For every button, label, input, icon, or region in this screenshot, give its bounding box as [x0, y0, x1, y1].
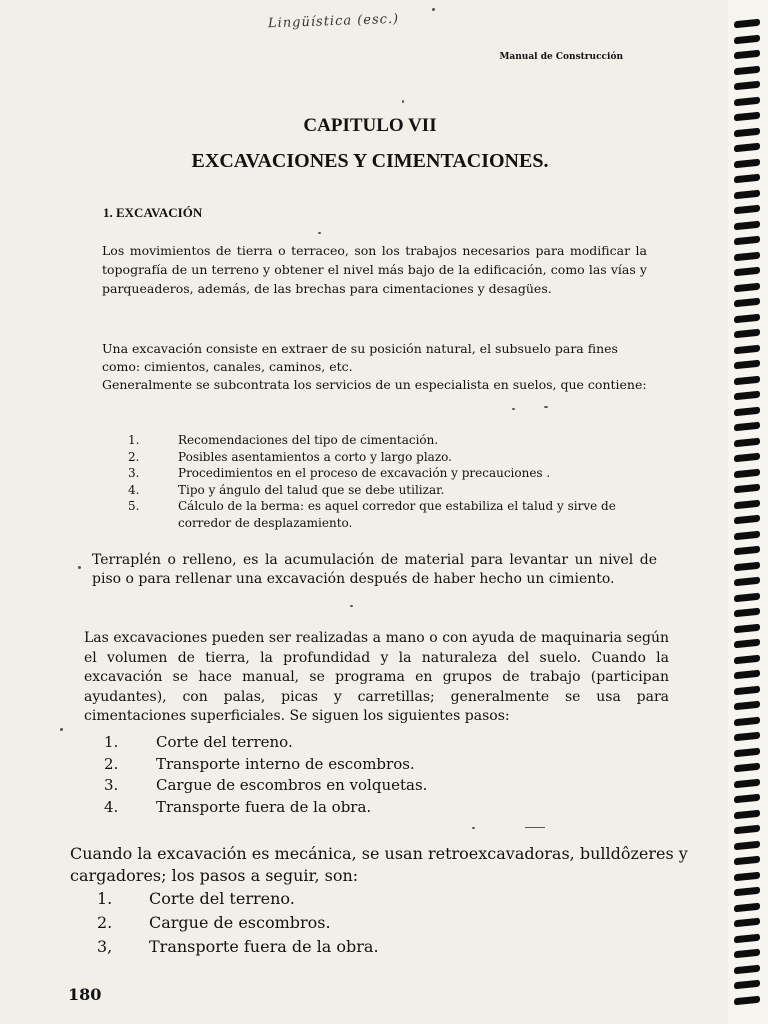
- list-item: [128, 449, 658, 466]
- binding-coil: [734, 763, 760, 773]
- list-item: [104, 775, 604, 797]
- binding-coil: [734, 282, 760, 292]
- list-item-number: 2.: [128, 449, 140, 464]
- list-item-number: 4.: [128, 482, 140, 497]
- binding-coil: [734, 685, 760, 695]
- list-item-text: Transporte fuera de la obra.: [149, 937, 379, 956]
- binding-coil: [734, 732, 760, 742]
- scan-speck: [544, 406, 548, 408]
- binding-coil: [734, 313, 760, 323]
- list-item-number: 5.: [128, 499, 140, 513]
- binding-coil: [734, 453, 760, 463]
- chapter-number: CAPITULO VII: [303, 115, 437, 136]
- binding-coil: [734, 608, 760, 618]
- scan-speck: [318, 232, 321, 234]
- binding-coil: [734, 670, 760, 680]
- binding-coil: [734, 809, 760, 819]
- binding-coil: [734, 654, 760, 664]
- list-item-number: 3,: [97, 937, 113, 956]
- manual-steps-list: [104, 732, 604, 818]
- binding-coil: [734, 484, 760, 494]
- binding-coil: [734, 949, 760, 959]
- list-item-number: 2.: [97, 913, 113, 932]
- binding-coil: [734, 406, 760, 416]
- binding-coil: [734, 778, 760, 788]
- binding-coil: [734, 65, 760, 75]
- list-item-number: 1.: [97, 889, 113, 908]
- binding-coil: [734, 205, 760, 215]
- binding-coil: [734, 964, 760, 974]
- binding-coil: [734, 871, 760, 881]
- binding-coil: [734, 236, 760, 246]
- list-item-text: Corte del terreno.: [156, 733, 293, 751]
- scan-speck: [350, 605, 353, 607]
- list-item: [104, 754, 604, 776]
- list-item: [97, 935, 597, 959]
- page-number: 180: [68, 985, 102, 1004]
- binding-coil: [734, 34, 760, 44]
- binding-coil: [734, 499, 760, 509]
- binding-coil: [734, 112, 760, 122]
- scan-speck: [512, 408, 515, 410]
- binding-coil: [734, 251, 760, 261]
- binding-coil: [734, 267, 760, 277]
- binding-coil: [734, 794, 760, 804]
- list-item: [128, 465, 658, 482]
- binding-coil: [734, 127, 760, 137]
- running-header: Manual de Construcción: [499, 52, 623, 62]
- binding-coil: [734, 902, 760, 912]
- binding-coil: [734, 716, 760, 726]
- scan-speck: [78, 566, 81, 569]
- soil-study-list: [128, 432, 658, 531]
- paragraph-soil-specialist: Generalmente se subcontrata los servicios de un especialista en suelos, que contiene:: [102, 377, 647, 392]
- binding-coil: [734, 329, 760, 339]
- list-item: [104, 797, 604, 819]
- paragraph-embankment: Terraplén o relleno, es la acumulación de material para levantar un nivel de piso o para rellenar una excavación después de haber hecho un cimiento.: [92, 552, 657, 587]
- binding-coil: [734, 623, 760, 633]
- list-item-number: 1.: [104, 733, 119, 751]
- list-item-text: Recomendaciones del tipo de cimentación.: [178, 433, 439, 447]
- binding-coil: [734, 50, 760, 60]
- list-item: [128, 482, 658, 499]
- list-item-text: Cargue de escombros.: [149, 913, 331, 932]
- binding-coil: [734, 81, 760, 91]
- scan-speck: [525, 827, 545, 828]
- binding-coil: [734, 577, 760, 587]
- list-item: [128, 498, 658, 531]
- binding-coil: [734, 174, 760, 184]
- scan-speck: [60, 728, 63, 731]
- list-item: [104, 732, 604, 754]
- binding-coil: [734, 840, 760, 850]
- paragraph-mechanical-excavation: Cuando la excavación es mecánica, se usan retroexcavadoras, bulldôzeres y cargadores; los pasos a seguir, son:: [70, 844, 688, 885]
- scan-speck: [432, 8, 435, 11]
- binding-coil: [734, 468, 760, 478]
- binding-coil: [734, 96, 760, 106]
- binding-coil: [734, 701, 760, 711]
- list-item-text: Cálculo de la berma: es aquel corredor que estabiliza el talud y sirve de corredor de desplazamiento.: [178, 499, 616, 530]
- binding-coil: [734, 747, 760, 757]
- binding-coil: [734, 639, 760, 649]
- binding-coil: [734, 437, 760, 447]
- binding-coil: [734, 561, 760, 571]
- handwritten-annotation: Lingüística (esc.): [267, 11, 400, 32]
- list-item: [97, 911, 597, 935]
- binding-coil: [734, 825, 760, 835]
- paragraph-manual-excavation: Las excavaciones pueden ser realizadas a mano o con ayuda de maquinaria según el volumen de tierra, la profundidad y la naturaleza del suelo. Cuando la excavación se hace manual, se programa en grupos de trabajo (participan ayudantes), con palas, picas y carretillas; generalmente se usa para cimentaciones superficiales. Se siguen los siguientes pasos:: [84, 630, 669, 724]
- binding-coil: [734, 189, 760, 199]
- list-item-text: Corte del terreno.: [149, 889, 295, 908]
- binding-coil: [734, 19, 760, 29]
- paragraph-excavation-purpose: Una excavación consiste en extraer de su posición natural, el subsuelo para fines como: cimientos, canales, caminos, etc.: [102, 341, 618, 374]
- section-title: 1. EXCAVACIÓN: [103, 205, 203, 220]
- list-item: [128, 432, 658, 449]
- list-item-text: Transporte fuera de la obra.: [156, 797, 372, 816]
- binding-coil: [734, 995, 760, 1005]
- list-item: [97, 887, 597, 911]
- list-item-number: 3.: [128, 466, 140, 480]
- list-item-text: Cargue de escombros en volquetas.: [156, 776, 428, 794]
- binding-coil: [734, 220, 760, 230]
- paragraph-excavation-definition: [102, 340, 647, 394]
- binding-coil: [734, 375, 760, 385]
- scan-speck: [402, 100, 404, 103]
- list-item-text: Posibles asentamientos a corto y largo plazo.: [178, 449, 452, 464]
- binding-coil: [734, 143, 760, 153]
- list-item-number: 3.: [104, 776, 119, 794]
- binding-coil: [734, 422, 760, 432]
- binding-coil: [734, 298, 760, 308]
- binding-coil: [734, 856, 760, 866]
- spiral-binding: [728, 0, 768, 1024]
- scan-speck: [472, 827, 475, 829]
- binding-coil: [734, 887, 760, 897]
- binding-coil: [734, 530, 760, 540]
- mechanical-steps-list: [97, 887, 597, 959]
- binding-coil: [734, 980, 760, 990]
- binding-coil: [734, 918, 760, 928]
- list-item-number: 1.: [128, 433, 140, 447]
- paragraph-earthworks: Los movimientos de tierra o terraceo, son los trabajos necesarios para modificar la topografía de un terreno y obtener el nivel más bajo de la edificación, como las vías y parqueaderos, además, de las brechas para cimentaciones y desagües.: [102, 243, 647, 296]
- list-item-text: Tipo y ángulo del talud que se debe utilizar.: [178, 482, 445, 497]
- binding-coil: [734, 391, 760, 401]
- binding-coil: [734, 546, 760, 556]
- list-item-number: 2.: [104, 754, 119, 773]
- binding-coil: [734, 360, 760, 370]
- binding-coil: [734, 592, 760, 602]
- binding-coil: [734, 933, 760, 943]
- list-item-text: Procedimientos en el proceso de excavación y precauciones .: [178, 466, 551, 480]
- binding-coil: [734, 158, 760, 168]
- list-item-number: 4.: [104, 797, 119, 816]
- list-item-text: Transporte interno de escombros.: [156, 754, 415, 773]
- chapter-title: EXCAVACIONES Y CIMENTACIONES.: [191, 150, 549, 172]
- binding-coil: [734, 344, 760, 354]
- binding-coil: [734, 515, 760, 525]
